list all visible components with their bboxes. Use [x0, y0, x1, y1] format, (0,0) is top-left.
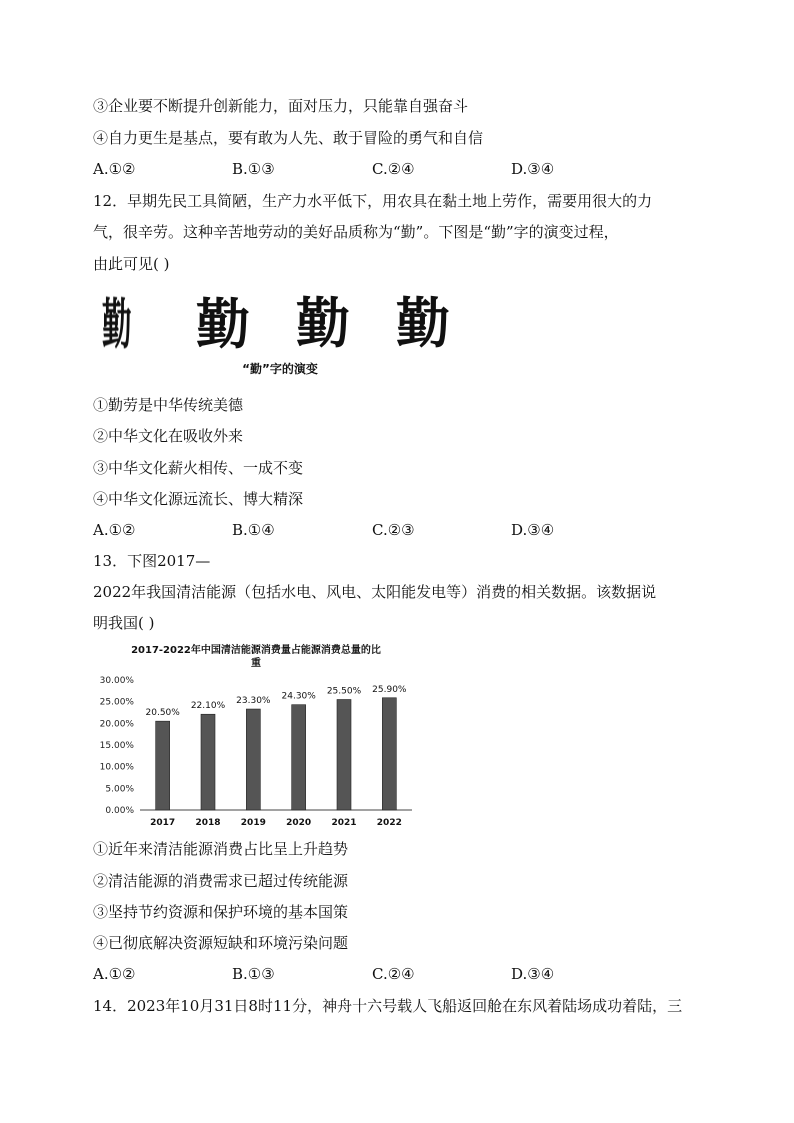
q11-option-b: B.①③: [232, 160, 275, 178]
character-evolution-figure: [100, 288, 460, 384]
q13-option-d: D.③④: [511, 965, 555, 983]
data-label-2020: 24.30%: [281, 691, 316, 702]
q14-stem-line-1: 14．2023年10月31日8时11分，神舟十六号载人飞船返回舱在东风着陆场成功着陆，三: [93, 997, 683, 1015]
y-tick-label: 15.00%: [99, 741, 134, 751]
chart-svg: [96, 640, 416, 830]
bar-2021: [337, 700, 351, 811]
q12-option-a: A.①②: [93, 521, 136, 539]
chart-title-line-1: 2017-2022年中国清洁能源消费量占能源消费总量的比: [131, 645, 381, 656]
q13-option-b: B.①③: [232, 965, 275, 983]
q11-item-4: ④自力更生是基点，要有敢为人先、敢于冒险的勇气和自信: [93, 129, 484, 147]
q12-item-2: ②中华文化在吸收外来: [93, 427, 244, 445]
x-tick-label-2021: 2021: [331, 818, 357, 828]
x-tick-label-2017: 2017: [150, 818, 176, 828]
glyph-regular-script: 勤: [296, 292, 350, 355]
bar-2017: [156, 721, 170, 810]
data-label-2021: 25.50%: [326, 686, 362, 697]
q13-item-1: ①近年来清洁能源消费占比呈上升趋势: [93, 840, 349, 858]
data-label-2019: 23.30%: [236, 696, 271, 707]
y-tick-label: 0.00%: [105, 806, 134, 816]
bar-2019: [246, 709, 260, 810]
q11-option-a: A.①②: [93, 160, 136, 178]
q13-option-a: A.①②: [93, 965, 136, 983]
q12-stem-line-3: 由此可见( ): [93, 255, 170, 273]
q13-item-3: ③坚持节约资源和保护环境的基本国策: [93, 903, 349, 921]
q13-options: [93, 964, 693, 984]
q12-item-3: ③中华文化薪火相传、一成不变: [93, 459, 304, 477]
y-tick-label: 30.00%: [99, 676, 134, 686]
y-tick-label: 25.00%: [99, 697, 134, 708]
x-tick-label-2018: 2018: [195, 818, 221, 828]
q13-stem-line-3: 明我国( ): [93, 614, 155, 632]
x-axis: [150, 818, 402, 828]
x-tick-label-2022: 2022: [376, 818, 402, 828]
q11-option-d: D.③④: [511, 160, 555, 178]
q11-item-3: ③企业要不断提升创新能力，面对压力，只能靠自强奋斗: [93, 97, 469, 115]
data-label-2022: 25.90%: [372, 684, 407, 695]
q12-item-4: ④中华文化源远流长、博大精深: [93, 490, 304, 508]
q13-item-4: ④已彻底解决资源短缺和环境污染问题: [93, 934, 349, 952]
bar-2022: [382, 698, 396, 810]
q11-option-c: C.②④: [372, 160, 415, 178]
q13-stem-line-2: 2022年我国清洁能源（包括水电、风电、太阳能发电等）消费的相关数据。该数据说: [93, 583, 657, 601]
q13-stem-line-1: 13．下图2017—: [93, 552, 211, 570]
bar-2020: [292, 705, 306, 810]
x-tick-label-2019: 2019: [240, 818, 266, 828]
figure-caption: “勤”字的演变: [242, 362, 318, 376]
glyph-modern-script: 勤: [396, 292, 450, 355]
bar-2018: [201, 714, 215, 810]
q12-stem-line-2: 气，很辛劳。这种辛苦地劳动的美好品质称为“勤”。下图是“勤”字的演变过程，: [93, 223, 619, 241]
q12-stem-line-1: 12．早期先民工具简陋，生产力水平低下，用农具在黏土地上劳作，需要用很大的力: [93, 192, 653, 210]
clean-energy-bar-chart: [96, 640, 416, 830]
data-label-2018: 22.10%: [190, 701, 226, 712]
bar-series: [146, 685, 407, 810]
q13-item-2: ②清洁能源的消费需求已超过传统能源: [93, 872, 349, 890]
x-tick-label-2020: 2020: [286, 818, 312, 828]
q12-option-b: B.①④: [232, 521, 275, 539]
glyph-seal-script: 勤: [102, 292, 132, 356]
chart-title-line-2: 重: [251, 658, 261, 669]
q12-option-d: D.③④: [511, 521, 555, 539]
data-label-2017: 20.50%: [145, 708, 180, 719]
q12-option-c: C.②③: [372, 521, 415, 539]
y-tick-label: 10.00%: [99, 762, 134, 773]
q12-options: [93, 520, 693, 540]
q12-item-1: ①勤劳是中华传统美德: [93, 396, 244, 414]
glyph-clerical-script: 勤: [196, 292, 250, 356]
q11-options: [93, 159, 693, 179]
y-tick-label: 5.00%: [105, 784, 134, 795]
y-tick-label: 20.00%: [99, 719, 134, 730]
q13-option-c: C.②④: [372, 965, 415, 983]
